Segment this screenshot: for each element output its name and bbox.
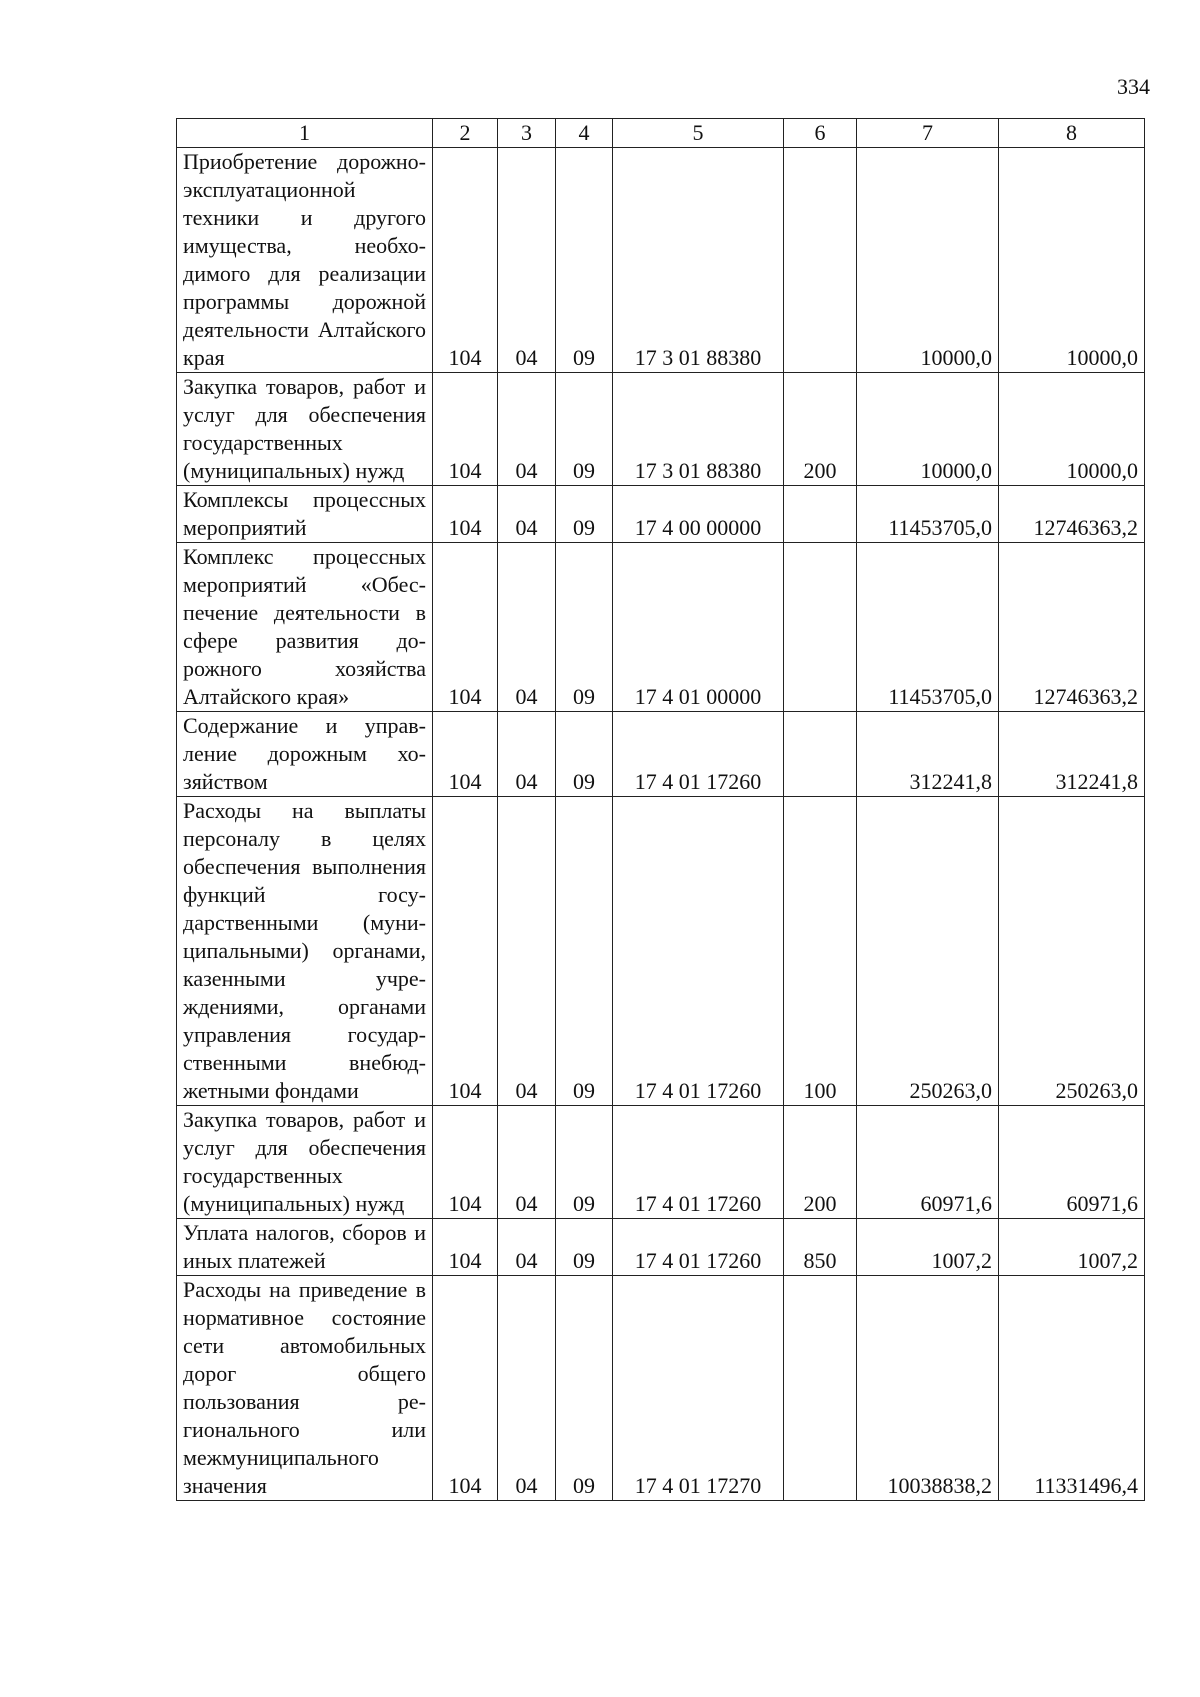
subsection-cell: 09 <box>556 373 613 486</box>
table-header-row <box>177 119 1145 148</box>
table-row <box>177 148 1145 373</box>
table-row <box>177 1106 1145 1219</box>
amount-col8-cell: 10000,0 <box>999 148 1145 373</box>
expense-type-cell: 850 <box>784 1219 857 1276</box>
amount-col7-cell: 60971,6 <box>857 1106 999 1219</box>
section-cell: 04 <box>498 712 556 797</box>
row-name-cell: Комплексы процессных мероприятий <box>177 486 433 543</box>
table-row <box>177 712 1145 797</box>
subsection-cell: 09 <box>556 797 613 1106</box>
subsection-cell: 09 <box>556 1219 613 1276</box>
target-article-cell: 17 3 01 88380 <box>613 373 784 486</box>
amount-col7-cell: 250263,0 <box>857 797 999 1106</box>
amount-col8-cell: 12746363,2 <box>999 486 1145 543</box>
target-article-cell: 17 4 01 17260 <box>613 797 784 1106</box>
section-cell: 04 <box>498 1106 556 1219</box>
ministry-code-cell: 104 <box>433 1219 498 1276</box>
expense-type-cell <box>784 1276 857 1501</box>
header-cell: 7 <box>857 119 999 148</box>
amount-col8-cell: 10000,0 <box>999 373 1145 486</box>
target-article-cell: 17 3 01 88380 <box>613 148 784 373</box>
table-row <box>177 543 1145 712</box>
table-row <box>177 373 1145 486</box>
ministry-code-cell: 104 <box>433 712 498 797</box>
target-article-cell: 17 4 01 17260 <box>613 712 784 797</box>
budget-table <box>176 118 1145 1501</box>
subsection-cell: 09 <box>556 486 613 543</box>
ministry-code-cell: 104 <box>433 543 498 712</box>
header-cell: 5 <box>613 119 784 148</box>
row-name-cell: Уплата налогов, сборов и иных платежей <box>177 1219 433 1276</box>
subsection-cell: 09 <box>556 148 613 373</box>
amount-col7-cell: 11453705,0 <box>857 486 999 543</box>
section-cell: 04 <box>498 797 556 1106</box>
page-number: 334 <box>1117 74 1150 99</box>
amount-col8-cell: 60971,6 <box>999 1106 1145 1219</box>
amount-col7-cell: 1007,2 <box>857 1219 999 1276</box>
section-cell: 04 <box>498 373 556 486</box>
expense-type-cell: 200 <box>784 1106 857 1219</box>
amount-col8-cell: 312241,8 <box>999 712 1145 797</box>
ministry-code-cell: 104 <box>433 148 498 373</box>
section-cell: 04 <box>498 1219 556 1276</box>
expense-type-cell <box>784 486 857 543</box>
header-cell: 2 <box>433 119 498 148</box>
header-cell: 4 <box>556 119 613 148</box>
table-row <box>177 797 1145 1106</box>
amount-col7-cell: 312241,8 <box>857 712 999 797</box>
table-row <box>177 1276 1145 1501</box>
row-name-cell: Закупка товаров, работ и услуг для обеспечения государственных (муниципальных) нужд <box>177 1106 433 1219</box>
amount-col7-cell: 10000,0 <box>857 148 999 373</box>
amount-col8-cell: 11331496,4 <box>999 1276 1145 1501</box>
amount-col8-cell: 250263,0 <box>999 797 1145 1106</box>
ministry-code-cell: 104 <box>433 373 498 486</box>
table-row <box>177 486 1145 543</box>
amount-col8-cell: 1007,2 <box>999 1219 1145 1276</box>
amount-col7-cell: 10000,0 <box>857 373 999 486</box>
amount-col7-cell: 10038838,2 <box>857 1276 999 1501</box>
row-name-cell: Закупка товаров, работ и услуг для обеспечения государственных (муниципальных) нужд <box>177 373 433 486</box>
header-cell: 6 <box>784 119 857 148</box>
header-cell: 8 <box>999 119 1145 148</box>
subsection-cell: 09 <box>556 1276 613 1501</box>
target-article-cell: 17 4 00 00000 <box>613 486 784 543</box>
section-cell: 04 <box>498 1276 556 1501</box>
expense-type-cell <box>784 712 857 797</box>
section-cell: 04 <box>498 148 556 373</box>
section-cell: 04 <box>498 543 556 712</box>
ministry-code-cell: 104 <box>433 486 498 543</box>
amount-col7-cell: 11453705,0 <box>857 543 999 712</box>
table-row <box>177 1219 1145 1276</box>
row-name-cell: Расходы на выплаты персоналу в целях обеспечения выполнения функций государственными (муниципальными) органами, казенными учреждениями, органами управления государственными внебюджетными фондами <box>177 797 433 1106</box>
ministry-code-cell: 104 <box>433 1106 498 1219</box>
row-name-cell: Расходы на приведение в нормативное состояние сети автомобильных дорог общего пользования регионального или межмуниципального значения <box>177 1276 433 1501</box>
expense-type-cell <box>784 148 857 373</box>
row-name-cell: Комплекс процессных мероприятий «Обеспечение деятельности в сфере развития дорожного хозяйства Алтайского края» <box>177 543 433 712</box>
target-article-cell: 17 4 01 17260 <box>613 1106 784 1219</box>
section-cell: 04 <box>498 486 556 543</box>
header-cell: 1 <box>177 119 433 148</box>
header-cell: 3 <box>498 119 556 148</box>
target-article-cell: 17 4 01 00000 <box>613 543 784 712</box>
expense-type-cell <box>784 543 857 712</box>
subsection-cell: 09 <box>556 543 613 712</box>
row-name-cell: Содержание и управление дорожным хозяйством <box>177 712 433 797</box>
target-article-cell: 17 4 01 17270 <box>613 1276 784 1501</box>
ministry-code-cell: 104 <box>433 1276 498 1501</box>
subsection-cell: 09 <box>556 1106 613 1219</box>
target-article-cell: 17 4 01 17260 <box>613 1219 784 1276</box>
expense-type-cell: 100 <box>784 797 857 1106</box>
expense-type-cell: 200 <box>784 373 857 486</box>
subsection-cell: 09 <box>556 712 613 797</box>
row-name-cell: Приобретение дорожно-эксплуатационной техники и другого имущества, необходимого для реализации программы дорожной деятельности Алтайского края <box>177 148 433 373</box>
amount-col8-cell: 12746363,2 <box>999 543 1145 712</box>
ministry-code-cell: 104 <box>433 797 498 1106</box>
